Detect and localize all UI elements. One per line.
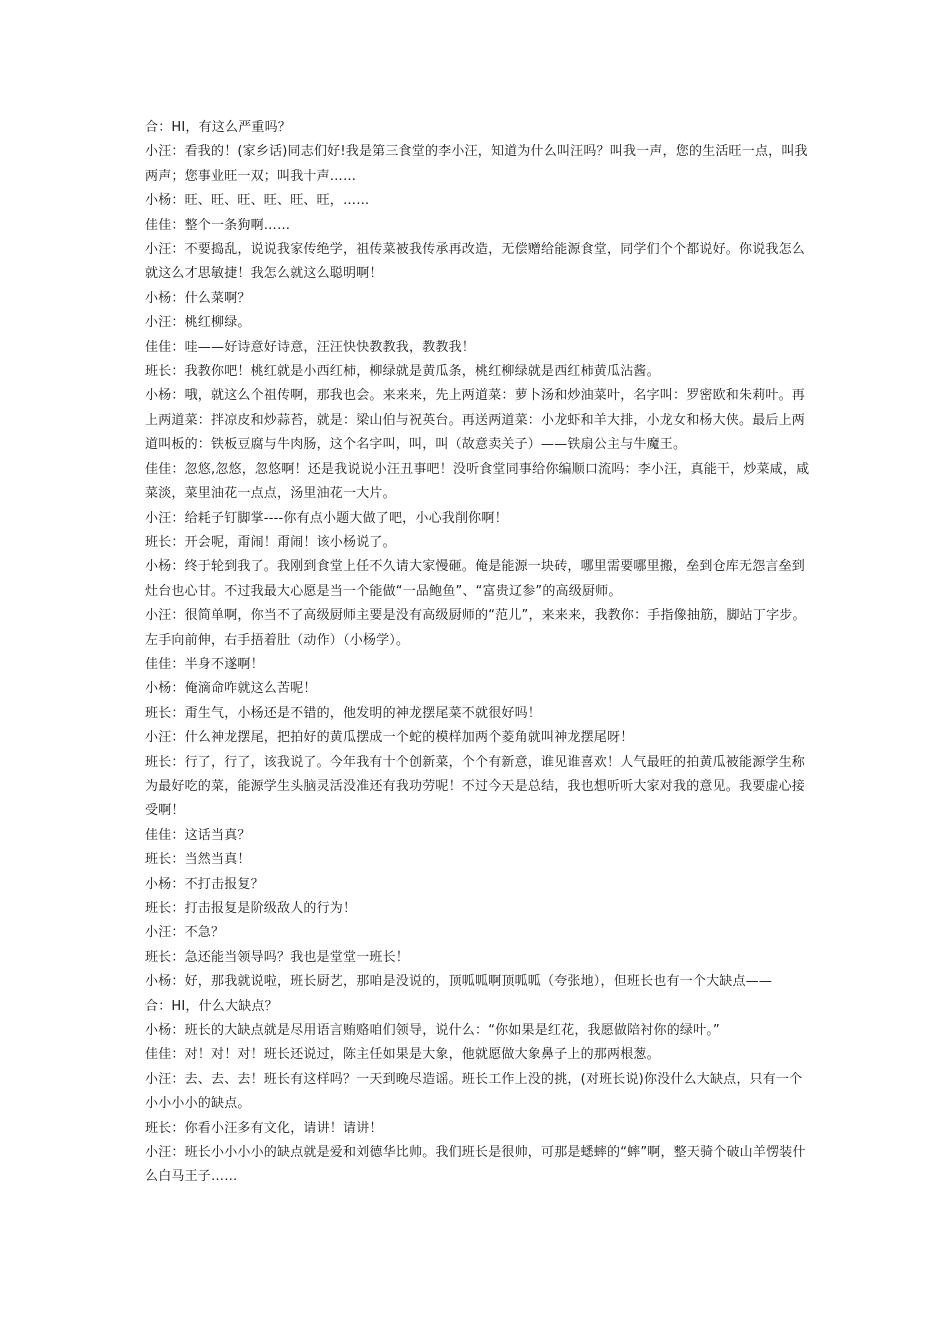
dialogue-line: 佳佳：半身不遂啊！ bbox=[145, 656, 264, 672]
dialogue-script bbox=[145, 116, 815, 1190]
dialogue-line: 小汪：什么神龙摆尾，把拍好的黄瓜摆成一个蛇的模样加两个菱角就叫神龙摆尾呀！ bbox=[145, 730, 634, 746]
dialogue-line: 合：HI，有这么严重吗？ bbox=[145, 120, 292, 135]
dialogue-line: 小汪：很简单啊，你当不了高级厨师主要是没有高级厨师的“范儿”，来来来，我教你：手指像抽筋，脚站丁字步。左手向前伸，右手捂着肚（动作）（小杨学）。 bbox=[145, 608, 806, 648]
dialogue-line: 小汪：班长小小小小的缺点就是爱和刘德华比帅。我们班长是很帅，可那是蟋蟀的“蟀”啊，整天骑个破山羊愣装什么白马王子…… bbox=[145, 1145, 806, 1185]
dialogue-line: 小汪：桃红柳绿。 bbox=[145, 315, 251, 331]
dialogue-line: 佳佳：整个一条狗啊…… bbox=[145, 217, 291, 233]
dialogue-line: 小汪：不急？ bbox=[145, 925, 225, 941]
dialogue-line: 班长：行了，行了，该我说了。今年我有十个创新菜，个个有新意，谁见谁喜欢！人气最旺的拍黄瓜被能源学生称为最好吃的菜，能源学生头脑灵活没准还有我功劳呢！不过今天是总结，我也想听听大家对我的意见。我要虚心接受啊！ bbox=[145, 754, 806, 819]
dialogue-line: 小杨：什么菜啊？ bbox=[145, 290, 251, 306]
dialogue-line: 班长：当然当真！ bbox=[145, 852, 251, 868]
dialogue-line: 佳佳：忽悠,忽悠，忽悠啊！还是我说说小汪丑事吧！没听食堂同事给你编顺口流吗：李小汪，真能干，炒菜咸，咸菜淡，菜里油花一点点，汤里油花一大片。 bbox=[145, 461, 810, 502]
dialogue-line: 小汪：看我的！(家乡话)同志们好!我是第三食堂的李小汪，知道为什么叫汪吗？叫我一声，您的生活旺一点，叫我两声；您事业旺一双；叫我十声…… bbox=[145, 144, 808, 184]
dialogue-line: 小杨：不打击报复？ bbox=[145, 876, 264, 892]
dialogue-line: 小汪：去、去、去！班长有这样吗？一天到晚尽造谣。班长工作上没的挑，(对班长说)你没什么大缺点，只有一个小小小小的缺点。 bbox=[145, 1071, 803, 1112]
dialogue-line: 小汪：给耗子钉脚掌----你有点小题大做了吧，小心我削你啊！ bbox=[145, 510, 508, 526]
dialogue-line: 佳佳：对！对！对！班长还说过，陈主任如果是大象，他就愿做大象鼻子上的那两根葱。 bbox=[145, 1047, 660, 1063]
dialogue-line: 佳佳：这话当真？ bbox=[145, 827, 251, 843]
dialogue-line: 小杨：俺滴命咋就这么苦呢！ bbox=[145, 681, 317, 697]
dialogue-line: 小杨：好，那我就说啦，班长厨艺，那咱是没说的，顶呱呱啊顶呱呱（夸张地），但班长也有一个大缺点—— bbox=[145, 974, 773, 990]
dialogue-line: 小杨：哦，就这么个祖传啊，那我也会。来来来，先上两道菜：萝卜汤和炒油菜叶，名字叫：罗密欧和朱莉叶。再上两道菜：拌凉皮和炒蒜苔，就是：梁山伯与祝英台。再送两道菜：小龙虾和羊大排，小龙女和杨大侠。最后上两道叫板的：铁板豆腐与牛肉肠，这个名字叫，叫，叫（故意卖关子）——铁扇公主与牛魔王。 bbox=[145, 388, 806, 453]
dialogue-line: 班长：急还能当领导吗？我也是堂堂一班长！ bbox=[145, 949, 410, 965]
dialogue-line: 小杨：终于轮到我了。我刚到食堂上任不久请大家慢砸。俺是能源一块砖，哪里需要哪里搬，垒到仓库无怨言垒到灶台也心甘。不过我最大心愿是当一个能做“一品鲍鱼”、“富贵辽参”的高级厨师。 bbox=[145, 559, 806, 599]
dialogue-line: 小杨：旺、旺、旺、旺、旺、旺，…… bbox=[145, 193, 370, 209]
dialogue-line: 班长：打击报复是阶级敌人的行为！ bbox=[145, 901, 357, 916]
dialogue-line: 佳佳：哇——好诗意好诗意，汪汪快快教教我，教教我！ bbox=[145, 339, 476, 355]
dialogue-line: 班长：我教你吧！桃红就是小西红柿，柳绿就是黄瓜条，桃红柳绿就是西红柿黄瓜沾酱。 bbox=[145, 364, 660, 380]
dialogue-line: 班长：你看小汪多有文化，请讲！请讲！ bbox=[145, 1120, 383, 1136]
dialogue-line: 小杨：班长的大缺点就是尽用语言贿赂咱们领导，说什么：“你如果是红花，我愿做陪衬你的绿叶。” bbox=[145, 1023, 720, 1039]
dialogue-line: 班长：开会呢，甭闹！甭闹！该小杨说了。 bbox=[145, 534, 396, 550]
dialogue-line: 班长：甭生气，小杨还是不错的，他发明的神龙摆尾菜不就很好吗！ bbox=[145, 705, 542, 721]
dialogue-line: 小汪：不要捣乱，说说我家传绝学，祖传菜被我传承再改造，无偿赠给能源食堂，同学们个个都说好。你说我怎么就这么才思敏捷！我怎么就这么聪明啊！ bbox=[145, 242, 806, 282]
dialogue-line: 合：HI，什么大缺点？ bbox=[145, 998, 278, 1014]
